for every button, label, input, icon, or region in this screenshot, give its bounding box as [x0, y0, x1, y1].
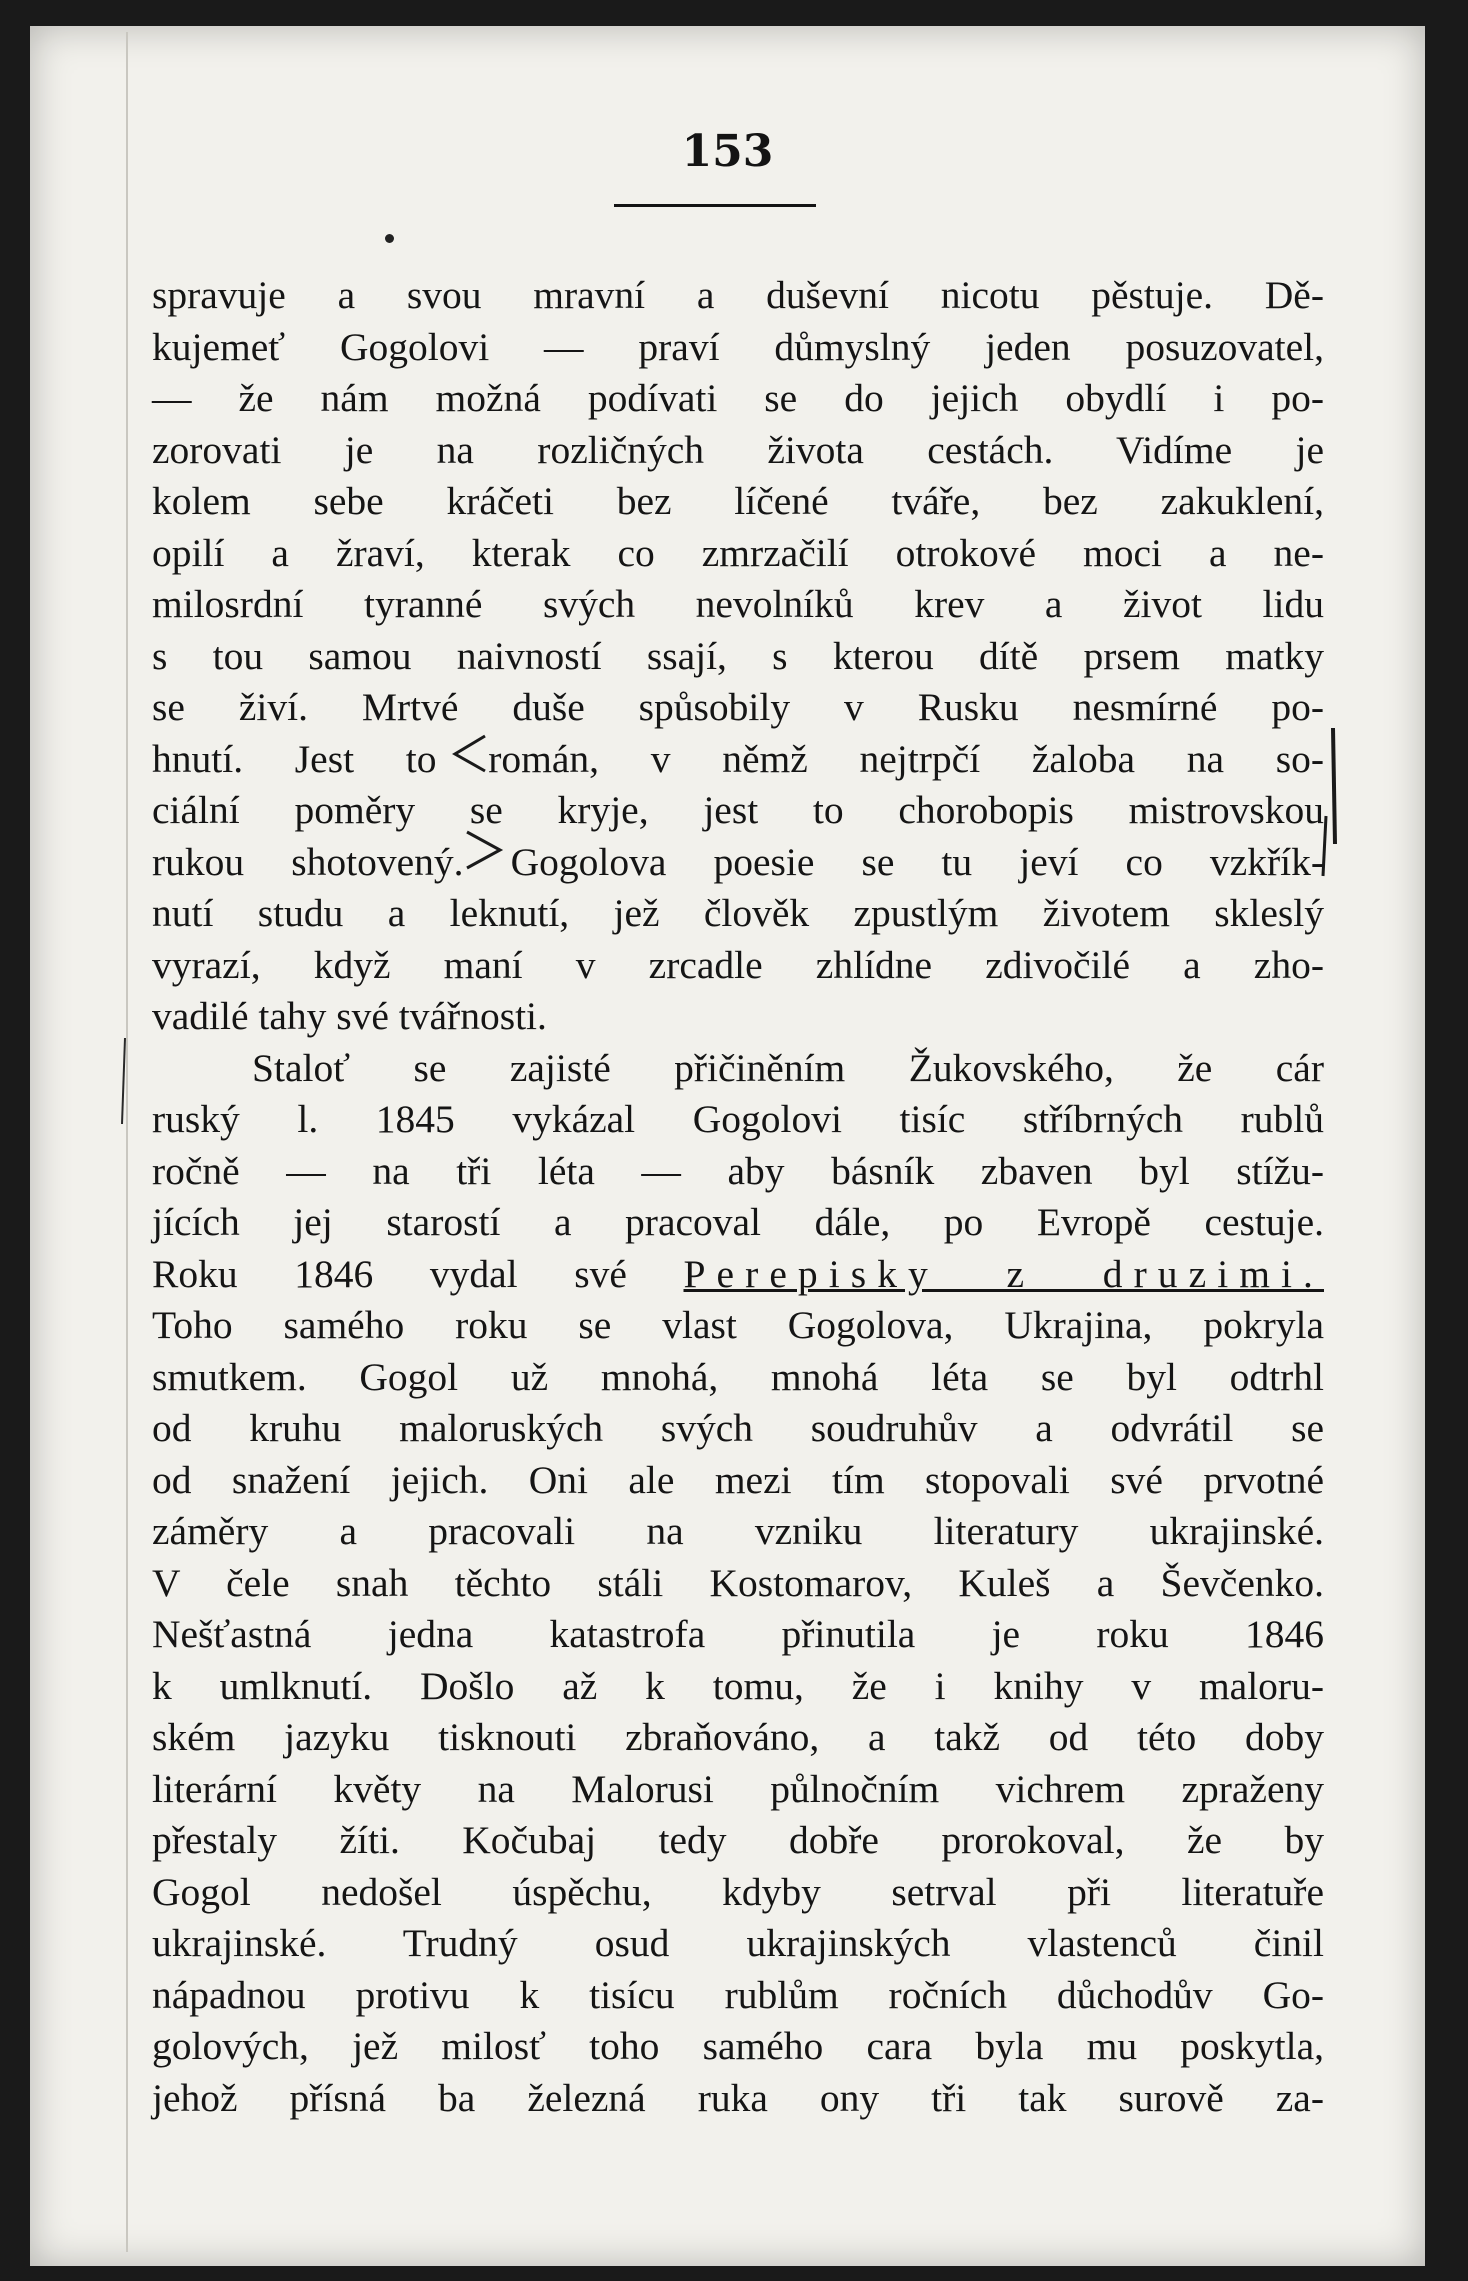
text-line: milosrdní tyranné svých nevolníků krev a život lidu [152, 582, 1324, 626]
text-line: literární květy na Malorusi půlnočním vichrem zpraženy [152, 1766, 1324, 1811]
text-line: záměry a pracovali na vzniku literatury ukrajinské. [152, 1509, 1324, 1553]
text-line: Nešťastná jedna katastrofa přinutila je roku 1846 [152, 1612, 1324, 1656]
text-line: hnutí. Jest to román, v němž nejtrpčí žaloba na so- [152, 736, 1324, 781]
text-line: přestaly žíti. Kočubaj tedy dobře prorokoval, že by [152, 1818, 1324, 1862]
text-line: ukrajinské. Trudný osud ukrajinských vlastenců činil [152, 1921, 1324, 1965]
header-rule [614, 204, 816, 207]
text-line-with-title [152, 1249, 1324, 1301]
body-text [152, 270, 1324, 2124]
text-line: — že nám možná podívati se do jejich obydlí i po- [152, 376, 1324, 420]
text-line: od snažení jejich. Oni ale mezi tím stopovali své prvotné [152, 1457, 1324, 1502]
text-line: se živí. Mrtvé duše spůsobily v Rusku nesmírné po- [152, 685, 1324, 729]
text-line: jehož přísná ba železná ruka ony tři tak surově za- [152, 2075, 1324, 2120]
text-fragment: Roku 1846 vydal své [152, 1251, 627, 1296]
text-line: spravuje a svou mravní a duševní nicotu pěstuje. Dě- [152, 273, 1324, 317]
ink-dot [385, 234, 394, 243]
text-line: kolem sebe kráčeti bez líčené tváře, bez zakuklení, [152, 479, 1324, 523]
text-line: Staloť se zajisté přičiněním Žukovského, že cár [252, 1045, 1324, 1090]
text-line: ském jazyku tisknouti zbraňováno, a takž od této doby [152, 1715, 1324, 1759]
text-line: golových, jež milosť toho samého cara byla mu poskytla, [152, 2024, 1324, 2068]
text-line: Toho samého roku se vlast Gogolova, Ukrajina, pokryla [152, 1303, 1324, 1347]
text-line: vadilé tahy své tvářnosti. [152, 994, 547, 1038]
page-gutter-line [126, 32, 128, 2252]
text-line: s tou samou naivností ssají, s kterou dítě prsem matky [152, 633, 1324, 678]
text-line: vyrazí, když maní v zrcadle zhlídne zdivočilé a zho- [152, 942, 1324, 987]
page-number: 153 [681, 126, 774, 177]
text-line: kujemeť Gogolovi — praví důmyslný jeden posuzovatel, [152, 324, 1324, 369]
text-line: ciální poměry se kryje, jest to chorobopis mistrovskou [152, 788, 1324, 832]
text-line: k umlknutí. Došlo až k tomu, že i knihy v maloru- [152, 1663, 1324, 1708]
text-line: smutkem. Gogol už mnohá, mnohá léta se byl odtrhl [152, 1354, 1324, 1399]
pencil-margin-line [122, 1038, 125, 1124]
text-line: jících jej starostí a pracoval dále, po Evropě cestuje. [152, 1200, 1324, 1244]
book-title: Perepisky z druzimi. [683, 1251, 1324, 1296]
text-line: nutí studu a leknutí, jež člověk zpustlým životem skleslý [152, 891, 1324, 935]
book-page [30, 26, 1425, 2266]
text-line: nápadnou protivu k tisícu rublům ročních důchodův Go- [152, 1972, 1324, 2017]
text-line: opilí a žraví, kterak co zmrzačilí otrokové moci a ne- [152, 530, 1324, 575]
text-line: zorovati je na rozličných života cestách. Vidíme je [152, 427, 1324, 472]
text-line: rukou shotovený. Gogolova poesie se tu jeví co vzkřík- [152, 839, 1324, 884]
text-line: od kruhu maloruských svých soudruhův a odvrátil se [152, 1406, 1324, 1450]
pencil-bracket-mark [1333, 728, 1335, 844]
text-line: V čele snah těchto stáli Kostomarov, Kuleš a Ševčenko. [152, 1560, 1324, 1605]
text-line: ročně — na tři léta — aby básník zbaven byl stížu- [152, 1148, 1324, 1193]
text-line: Gogol nedošel úspěchu, kdyby setrval při literatuře [152, 1869, 1324, 1914]
text-line: ruský l. 1845 vykázal Gogolovi tisíc stříbrných rublů [152, 1097, 1324, 1141]
